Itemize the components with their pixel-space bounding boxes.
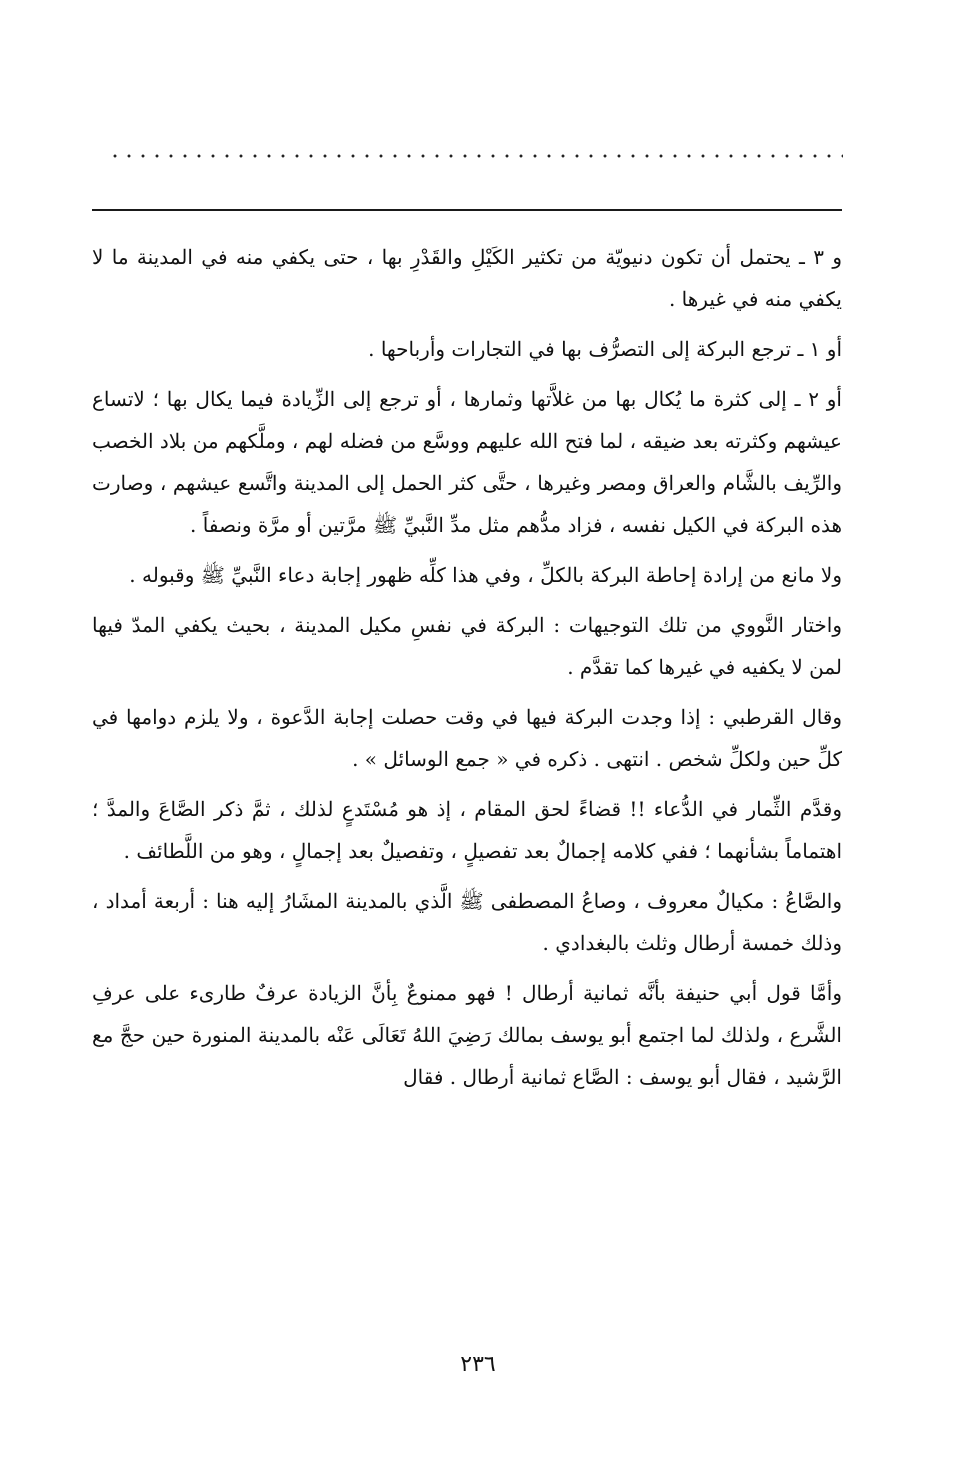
dotted-separator <box>108 146 843 166</box>
paragraph-4: ولا مانع من إرادة إحاطة البركة بالكلِّ ، وفي هذا كلِّه ظهور إجابة دعاء النَّبيِّ ﷺ وقبوله . <box>129 563 842 587</box>
paragraph-9: وأمَّا قول أبي حنيفة بأنَّه ثمانية أرطال ! فهو ممنوعٌ بِأنَّ الزيادة عرفٌ طارىء على عرفِ الشَّرع ، ولذلك لما اجتمع أبو يوسف بمالك رَضِيَ اللهُ تَعَالَى عَنْه بالمدينة المنورة حين حجَّ مع الرَّشيد ، فقال أبو يوسف : الصَّاع ثمانية أرطال . فقال <box>92 981 842 1089</box>
paragraph-5: واختار النَّووي من تلك التوجيهات : البركة في نفسِ مكيل المدينة ، بحيث يكفي المدّ فيها لمن لا يكفيه في غيرها كما تقدَّم . <box>92 613 842 679</box>
paragraph-8: والصَّاعُ : مكيالٌ معروف ، وصاعُ المصطفى ﷺ الَّذي بالمدينة المشَارُ إليه هنا : أربعة أمداد ، وذلك خمسة أرطال وثلث بالبغدادي . <box>92 889 842 955</box>
paragraph-2: أو ١ ـ ترجع البركة إلى التصرُّف بها في التجارات وأرباحها . <box>368 337 842 361</box>
paragraph-7: وقدَّم الثِّمار في الدُّعاء !! قضاءً لحق المقام ، إذ هو مُسْتَدعٍ لذلك ، ثمَّ ذكر الصَّاعَ والمدَّ ؛ اهتماماً بشأنهما ؛ ففي كلامه إجمالٌ بعد تفصيلٍ ، وتفصيلٌ بعد إجمالٍ ، وهو من اللَّطائف . <box>92 797 842 863</box>
paragraph-3: أو ٢ ـ إلى كثرة ما يُكال بها من غلاَّتها وثمارها ، أو ترجع إلى الزِّيادة فيما يكال بها ؛ لاتساع عيشهم وكثرته بعد ضيقه ، لما فتح الله عليهم ووسَّع من فضله لهم ، وملَّكهم من بلاد الخصب والرِّيف بالشَّام والعراق ومصر وغيرها ، حتَّى كثر الحمل إلى المدينة واتَّسع عيشهم ، وصارت هذه البركة في الكيل نفسه ، فزاد مدُّهم مثل مدِّ النَّبيِّ ﷺ مرَّتين أو مرَّة ونصفاً . <box>92 387 842 537</box>
paragraph-6: وقال القرطبي : إذا وجدت البركة فيها في وقت حصلت إجابة الدَّعوة ، ولا يلزم دوامها في كلِّ حين ولكلِّ شخص . انتهى . ذكره في « جمع الوسائل » . <box>92 705 842 771</box>
page-body <box>92 236 842 1106</box>
horizontal-rule <box>92 209 842 211</box>
page-number: ٢٣٦ <box>460 1352 496 1377</box>
paragraph-1: و ٣ ـ يحتمل أن تكون دنيويّة من تكثير الكَيْلِ والقَدْرِ بها ، حتى يكفي منه في المدينة ما لا يكفي منه في غيرها . <box>92 245 842 311</box>
